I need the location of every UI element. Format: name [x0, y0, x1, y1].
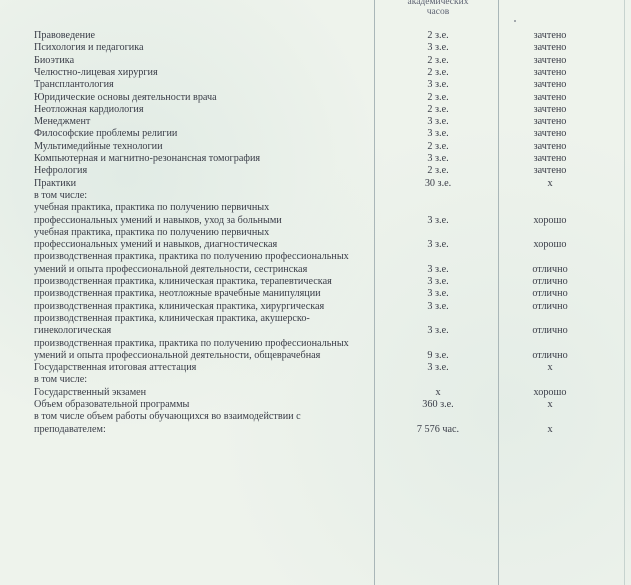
subject-grade: зачтено: [533, 30, 567, 41]
subject-grade: зачтено: [533, 42, 567, 54]
table-row: [0, 190, 631, 202]
subject-volume: 2 з.е.: [427, 66, 449, 78]
table-row: [0, 30, 631, 42]
subject-volume: 3 з.е.: [427, 79, 449, 91]
subject-volume: 2 з.е.: [427, 54, 449, 66]
subject-name: Челюстно-лицевая хирургия: [34, 66, 158, 78]
table-row: [0, 301, 631, 313]
subject-grade: зачтено: [533, 165, 567, 177]
table-row: [0, 288, 631, 300]
subject-volume: 3 з.е.: [427, 153, 449, 164]
subject-name: умений и опыта профессиональной деятельности, сестринская: [34, 263, 308, 275]
subject-grade: зачтено: [533, 103, 567, 115]
table-row: [0, 251, 631, 263]
subject-name: в том числе:: [34, 374, 88, 386]
table-row: [0, 276, 631, 288]
table-row: [0, 153, 631, 165]
table-row: [0, 227, 631, 239]
subject-name: Биоэтика: [34, 54, 75, 66]
subject-volume: 3 з.е.: [427, 276, 449, 287]
table-row: [0, 239, 631, 251]
subject-name: производственная практика, практика по получению профессиональных: [34, 337, 349, 349]
subject-grade: зачтено: [533, 153, 567, 164]
subject-name: профессиональных умений и навыков, диагностическая: [34, 239, 278, 251]
subject-volume: 3 з.е.: [427, 128, 449, 140]
subject-volume: 3 з.е.: [427, 300, 449, 312]
subject-grade: х: [547, 362, 553, 374]
subject-name: производственная практика, неотложные врачебные манипуляции: [34, 288, 321, 300]
subject-name: производственная практика, практика по получению профессиональных: [34, 251, 349, 263]
subject-name: Компьютерная и магнитно-резонансная томография: [34, 153, 261, 164]
subject-name: Объем образовательной программы: [34, 399, 190, 410]
subject-name: Государственная итоговая аттестация: [34, 362, 197, 374]
subject-grade: хорошо: [533, 214, 567, 226]
subject-name: в том числе:: [34, 189, 88, 201]
table-row: [0, 350, 631, 362]
subject-volume: 2 з.е.: [427, 91, 449, 103]
subject-name: учебная практика, практика по получению первичных: [34, 226, 270, 238]
table-row: [0, 178, 631, 190]
subject-name: Менеджмент: [34, 116, 91, 128]
subject-volume: 3 з.е.: [427, 42, 449, 54]
subject-grade: зачтено: [533, 128, 567, 140]
subject-name: профессиональных умений и навыков, уход за больными: [34, 214, 282, 226]
subject-grade: отлично: [532, 349, 568, 361]
table-row: [0, 387, 631, 399]
subject-grade: отлично: [532, 276, 568, 287]
table-row: [0, 313, 631, 325]
subject-volume: 3 з.е.: [427, 239, 449, 251]
subject-grade: зачтено: [533, 54, 567, 66]
table-row: [0, 128, 631, 140]
subject-grade: зачтено: [533, 66, 567, 78]
subject-volume: 2 з.е.: [427, 140, 449, 152]
subject-name: производственная практика, клиническая практика, хирургическая: [34, 300, 325, 312]
table-row: [0, 67, 631, 79]
subject-volume: 3 з.е.: [427, 263, 449, 275]
subject-name: преподавателем:: [34, 423, 106, 435]
table-row: [0, 325, 631, 337]
table-row: [0, 338, 631, 350]
subject-grade: отлично: [532, 288, 568, 300]
subject-name: производственная практика, клиническая практика, акушерско-: [34, 312, 310, 324]
table-row: [0, 264, 631, 276]
subject-name: Трансплантология: [34, 79, 114, 91]
table-row: [0, 42, 631, 54]
subject-grade: х: [547, 399, 553, 410]
subject-grade: отлично: [532, 325, 568, 337]
ink-mark: [514, 20, 516, 22]
subject-grade: зачтено: [533, 116, 567, 128]
subject-grade: отлично: [532, 263, 568, 275]
table-row: [0, 116, 631, 128]
hours-column-header: [378, 0, 498, 17]
hours-header-line1: академических: [407, 0, 469, 7]
table-row: [0, 374, 631, 386]
subject-grade: х: [547, 423, 553, 435]
table-row: [0, 362, 631, 374]
table-row: [0, 424, 631, 436]
subject-volume: 2 з.е.: [427, 165, 449, 177]
hours-header-line2: часов: [426, 7, 450, 17]
table-row: [0, 215, 631, 227]
subject-grade: хорошо: [533, 386, 567, 398]
table-row: [0, 92, 631, 104]
subject-grade: зачтено: [533, 91, 567, 103]
subject-name: Психология и педагогика: [34, 42, 144, 54]
subject-grade: х: [547, 177, 553, 189]
subject-volume: 3 з.е.: [427, 288, 449, 300]
subject-name: Государственный экзамен: [34, 386, 147, 398]
subject-volume: 360 з.е.: [422, 399, 454, 410]
subject-volume: 2 з.е.: [427, 103, 449, 115]
subject-volume: х: [435, 386, 441, 398]
subject-name: в том числе объем работы обучающихся во взаимодействии с: [34, 411, 301, 423]
subject-name: Философские проблемы религии: [34, 128, 178, 140]
subject-name: Мультимедийные технологии: [34, 140, 163, 152]
subject-name: Неотложная кардиология: [34, 103, 144, 115]
subject-volume: 30 з.е.: [424, 177, 452, 189]
subject-volume: 3 з.е.: [427, 116, 449, 128]
subject-grade: отлично: [532, 300, 568, 312]
table-row: [0, 104, 631, 116]
table-row: [0, 141, 631, 153]
table-row: [0, 55, 631, 67]
subject-volume: 3 з.е.: [427, 362, 449, 374]
table-row: [0, 411, 631, 423]
subject-name: гинекологическая: [34, 325, 112, 337]
table-row: [0, 202, 631, 214]
subject-name: производственная практика, клиническая практика, терапевтическая: [34, 276, 332, 287]
subject-name: Юридические основы деятельности врача: [34, 91, 217, 103]
subject-grade: зачтено: [533, 79, 567, 91]
subject-volume: 3 з.е.: [427, 214, 449, 226]
table-row: [0, 79, 631, 91]
subject-grade: зачтено: [533, 140, 567, 152]
table-row: [0, 165, 631, 177]
subject-grade: хорошо: [533, 239, 567, 251]
subject-name: Нефрология: [34, 165, 88, 177]
subject-name: Правоведение: [34, 30, 96, 41]
subject-name: Практики: [34, 177, 77, 189]
subject-name: учебная практика, практика по получению первичных: [34, 202, 270, 214]
subject-volume: 9 з.е.: [427, 349, 449, 361]
table-row: [0, 399, 631, 411]
subject-name: умений и опыта профессиональной деятельности, общеврачебная: [34, 349, 321, 361]
subject-volume: 3 з.е.: [427, 325, 449, 337]
subject-volume: 2 з.е.: [427, 30, 449, 41]
subject-volume: 7 576 час.: [416, 423, 460, 435]
